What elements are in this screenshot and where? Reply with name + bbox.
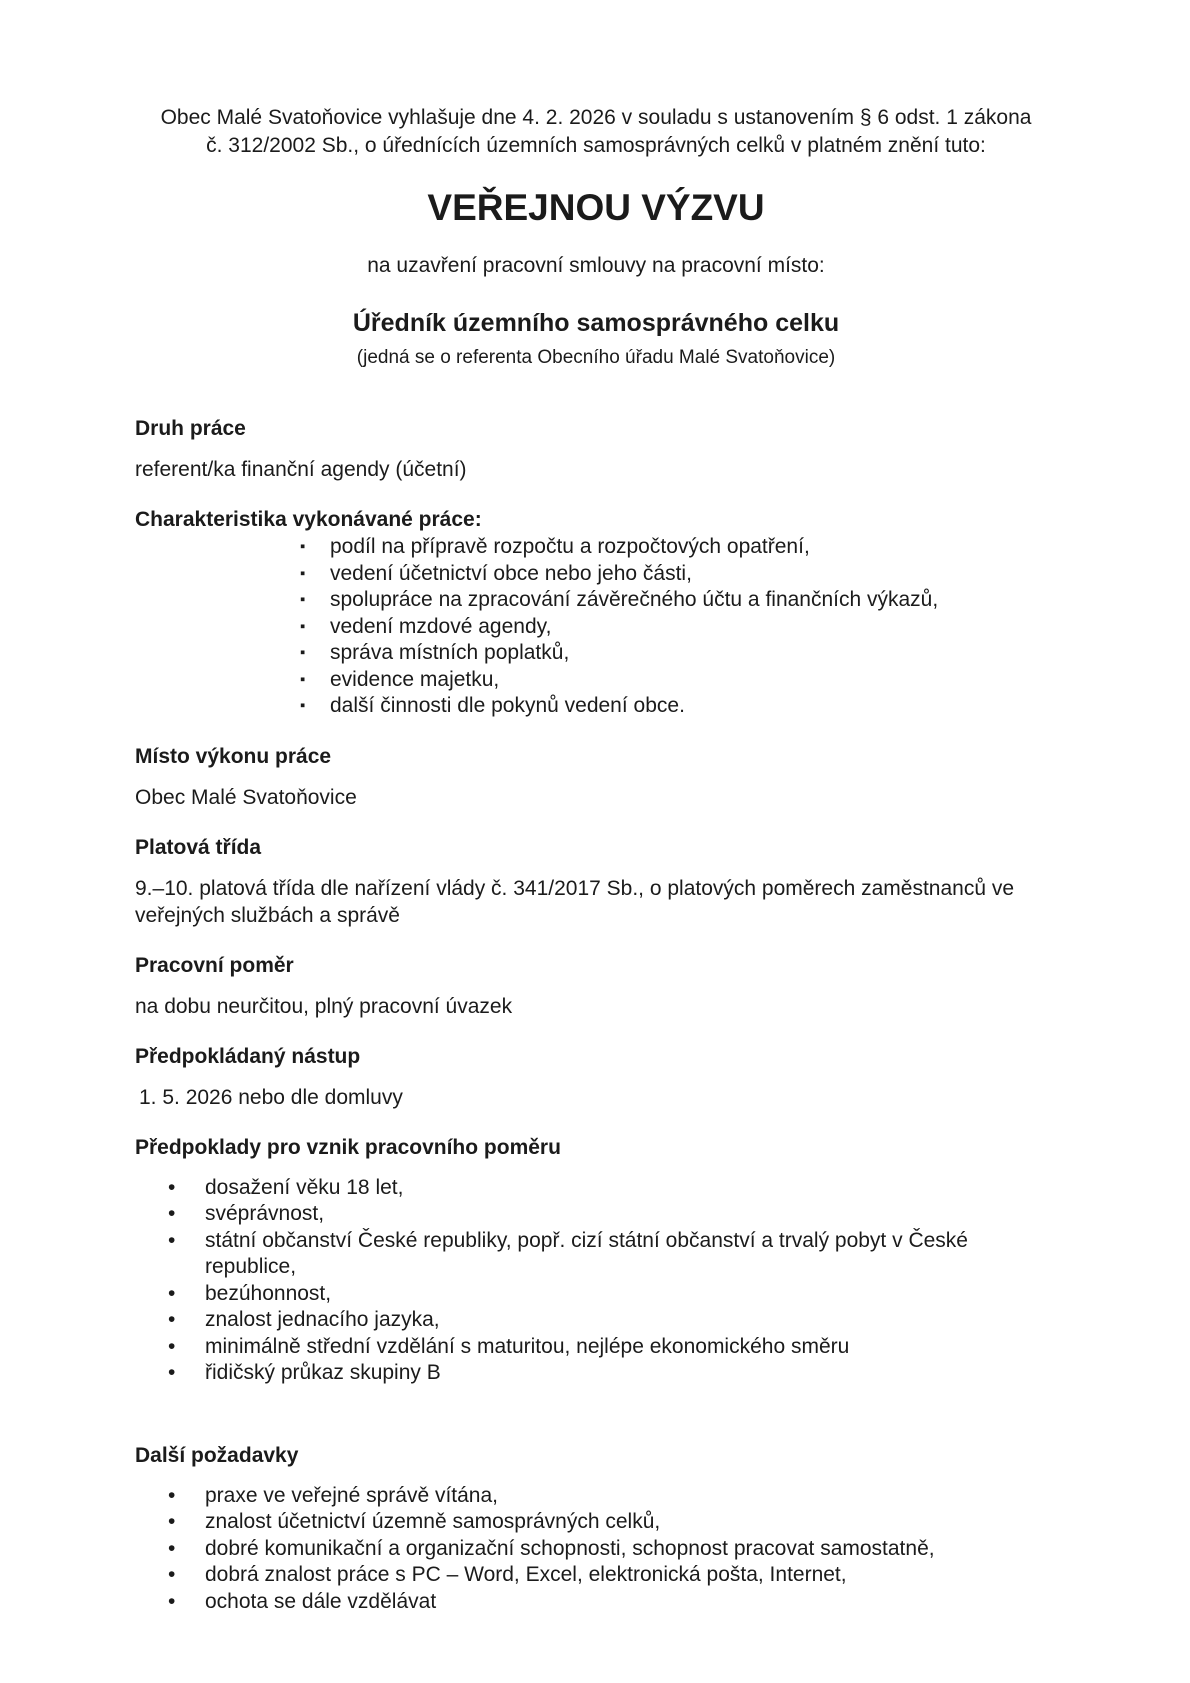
section-body: 1. 5. 2026 nebo dle domluvy bbox=[139, 1085, 403, 1109]
section-pracovni-pomer bbox=[135, 953, 1057, 1020]
main-title: VEŘEJNOU VÝZVU bbox=[427, 187, 765, 228]
section-dalsi-pozadavky bbox=[135, 1443, 1057, 1616]
section-predpoklady bbox=[135, 1135, 1057, 1387]
list-item: • znalost jednacího jazyka, bbox=[135, 1307, 1057, 1334]
list-item: • dobré komunikační a organizační schopnosti, schopnost pracovat samostatně, bbox=[135, 1536, 1057, 1563]
intro-paragraph: Obec Malé Svatoňovice vyhlašuje dne 4. 2. 2026 v souladu s ustanovením § 6 odst. 1 zákona č. 312/2002 Sb., o úřednících územních samosprávných celků v platném znění tuto: bbox=[160, 106, 1032, 157]
position-title: Úředník územního samosprávného celku bbox=[352, 309, 840, 337]
list-item: ▪ evidence majetku, bbox=[135, 667, 1057, 694]
subtitle: na uzavření pracovní smlouvy na pracovní místo: bbox=[367, 254, 825, 277]
list-item: • řidičský průkaz skupiny B bbox=[135, 1360, 1057, 1387]
position-note: (jedná se o referenta Obecního úřadu Malé Svatoňovice) bbox=[356, 347, 836, 368]
list-item: ▪ vedení mzdové agendy, bbox=[135, 614, 1057, 641]
list-item: ▪ správa místních poplatků, bbox=[135, 640, 1057, 667]
section-heading: Charakteristika vykonávané práce: bbox=[135, 508, 482, 531]
section-heading: Místo výkonu práce bbox=[135, 744, 332, 768]
section-body: Obec Malé Svatoňovice bbox=[135, 785, 357, 809]
list-item: • praxe ve veřejné správě vítána, bbox=[135, 1483, 1057, 1510]
section-body: 9.–10. platová třída dle nařízení vlády č. 341/2017 Sb., o platových poměrech zaměstnanců ve veřejných službách a správě bbox=[135, 876, 1015, 927]
section-body: referent/ka finanční agendy (účetní) bbox=[135, 458, 467, 481]
section-heading: Předpokládaný nástup bbox=[135, 1044, 361, 1068]
section-heading: Platová třída bbox=[135, 835, 262, 859]
bullet-list-charakteristika bbox=[135, 534, 1057, 720]
list-item: • svéprávnost, bbox=[135, 1201, 1057, 1228]
section-misto-vykonu bbox=[135, 744, 1057, 811]
list-item: ▪ podíl na přípravě rozpočtu a rozpočtových opatření, bbox=[135, 534, 1057, 561]
list-item: • dosažení věku 18 let, bbox=[135, 1175, 1057, 1202]
section-druh-prace bbox=[135, 416, 1057, 483]
section-charakteristika bbox=[135, 507, 1057, 720]
list-item: ▪ spolupráce na zpracování závěrečného účtu a finančních výkazů, bbox=[135, 587, 1057, 614]
bullet-list-predpoklady bbox=[135, 1175, 1057, 1387]
list-item: • státní občanství České republiky, popř. cizí státní občanství a trvalý pobyt v České republice, bbox=[135, 1228, 1057, 1281]
bullet-list-dalsi-pozadavky bbox=[135, 1483, 1057, 1616]
list-item: • minimálně střední vzdělání s maturitou, nejlépe ekonomického směru bbox=[135, 1334, 1057, 1361]
section-heading: Předpoklady pro vznik pracovního poměru bbox=[135, 1135, 561, 1159]
list-item: • bezúhonnost, bbox=[135, 1281, 1057, 1308]
section-platova-trida bbox=[135, 835, 1057, 929]
list-item: • ochota se dále vzdělávat bbox=[135, 1589, 1057, 1616]
list-item: ▪ vedení účetnictví obce nebo jeho části, bbox=[135, 561, 1057, 588]
section-body: na dobu neurčitou, plný pracovní úvazek bbox=[135, 994, 513, 1018]
list-item: • dobrá znalost práce s PC – Word, Excel, elektronická pošta, Internet, bbox=[135, 1562, 1057, 1589]
list-item: • znalost účetnictví územně samosprávných celků, bbox=[135, 1509, 1057, 1536]
section-nastup bbox=[135, 1044, 1057, 1111]
section-heading: Druh práce bbox=[135, 417, 246, 440]
section-heading: Pracovní poměr bbox=[135, 953, 294, 977]
section-heading: Další požadavky bbox=[135, 1443, 299, 1467]
list-item: ▪ další činnosti dle pokynů vedení obce. bbox=[135, 693, 1057, 720]
